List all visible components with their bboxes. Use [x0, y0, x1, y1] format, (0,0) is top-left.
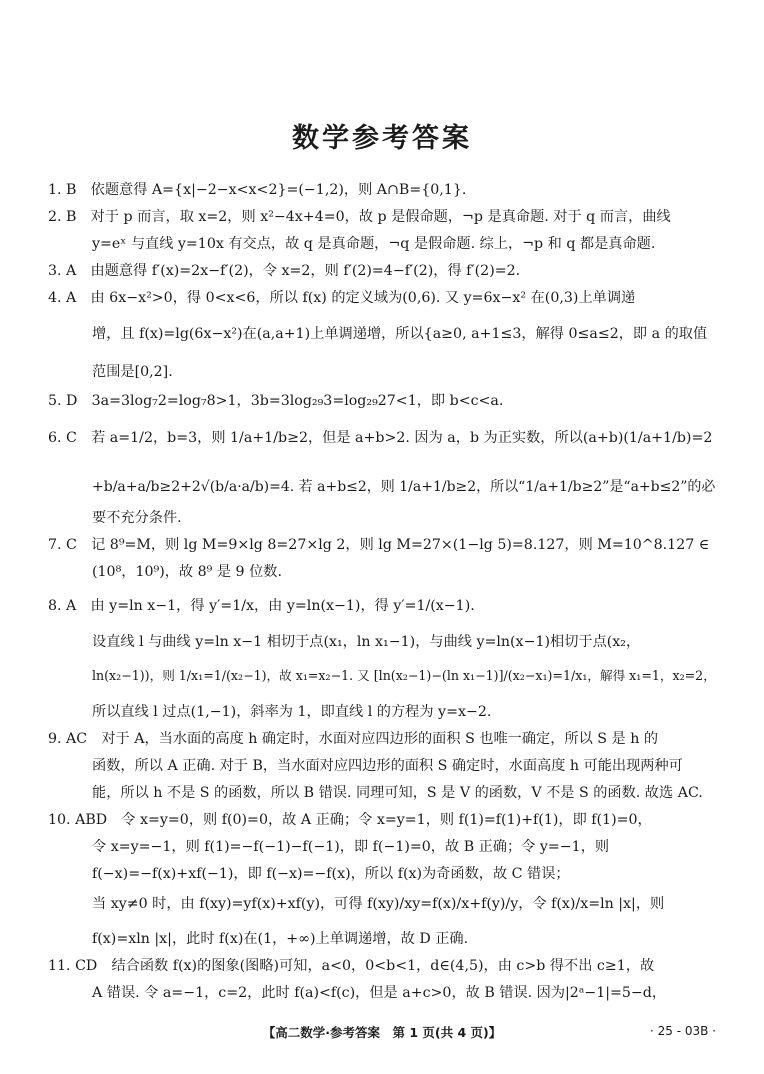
answer-line: A 错误. 令 a=−1，c=2，此时 f(a)<f(c)，但是 a+c>0，故 B 错误. 因为|2ᵃ−1|=5−d，	[92, 985, 667, 1001]
answer-line: 设直线 l 与曲线 y=ln x−1 相切于点(x₁，ln x₁−1)，与曲线 y=ln(x−1)相切于点(x₂，	[92, 634, 641, 650]
answer-line: 范围是[0,2].	[92, 364, 173, 380]
answer-line: ln(x₂−1))，则 1/x₁=1/(x₂−1)，故 x₁=x₂−1. 又 [ln(x₂−1)−(ln x₁−1)]/(x₂−x₁)=1/x₁，解得 x₁=1，x₂=2，	[92, 668, 716, 683]
answer-line: 7. C 记 8⁹=M，则 lg M=9×lg 8=27×lg 2，则 lg M=27×(1−lg 5)=8.127，则 M=10^8.127 ∈	[48, 537, 710, 553]
answer-line: 8. A 由 y=ln x−1，得 y′=1/x，由 y=ln(x−1)，得 y′=1/(x−1).	[48, 598, 475, 614]
answer-line: 10. ABD 令 x=y=0，则 f(0)=0，故 A 正确；令 x=y=1，则 f(1)=f(1)+f(1)，即 f(1)=0，	[48, 812, 652, 828]
footer-page-label: 【高二数学·参考答案 第 1 页(共 4 页)】	[262, 1025, 502, 1040]
page-footer	[0, 1023, 764, 1043]
answer-line: 增，且 f(x)=lg(6x−x²)在(a,a+1)上单调递增，所以{a≥0, a+1≤3，解得 0≤a≤2，即 a 的取值	[92, 326, 708, 342]
answer-line: y=eˣ 与直线 y=10x 有交点，故 q 是真命题，¬q 是假命题. 综上，¬p 和 q 都是真命题.	[92, 236, 656, 252]
answer-line: 6. C 若 a=1/2，b=3，则 1/a+1/b≥2，但是 a+b>2. 因为 a，b 为正实数，所以(a+b)(1/a+1/b)=2	[48, 430, 713, 446]
answer-line: 函数，所以 A 正确. 对于 B，当水面对应四边形的面积 S 确定时，水面高度 h 可能出现两种可	[92, 758, 683, 774]
answer-line: f(x)=xln |x|，此时 f(x)在(1，+∞)上单调递增，故 D 正确.	[92, 931, 469, 947]
answer-line: 1. B 依题意得 A={x|−2−x<x<2}=(−1,2)，则 A∩B={0,1}.	[48, 182, 467, 198]
answer-line: 所以直线 l 过点(1,−1)，斜率为 1，即直线 l 的方程为 y=x−2.	[92, 704, 492, 720]
answer-line: 令 x=y=−1，则 f(1)=−f(−1)−f(−1)，即 f(−1)=0，故 B 正确；令 y=−1，则	[92, 839, 610, 855]
page-title: 数学参考答案	[292, 123, 472, 154]
answer-line: 11. CD 结合函数 f(x)的图象(图略)可知，a<0，0<b<1，d∈(4,5)，由 c>b 得不出 c≥1，故	[48, 958, 655, 974]
answer-line: 2. B 对于 p 而言，取 x=2，则 x²−4x+4=0，故 p 是假命题，¬p 是真命题. 对于 q 而言，曲线	[48, 209, 671, 225]
answer-line: 9. AC 对于 A，当水面的高度 h 确定时，水面对应四边形的面积 S 也唯一确定，所以 S 是 h 的	[48, 731, 659, 747]
answer-line: 5. D 3a=3log₇2=log₇8>1，3b=3log₂₉3=log₂₉27<1，即 b<c<a.	[48, 393, 504, 409]
answer-line: 3. A 由题意得 f′(x)=2x−f′(2)，令 x=2，则 f′(2)=4−f′(2)，得 f′(2)=2.	[48, 263, 521, 279]
answer-line: 4. A 由 6x−x²>0，得 0<x<6，所以 f(x) 的定义域为(0,6). 又 y=6x−x² 在(0,3)上单调递	[48, 290, 636, 306]
answer-line: f(−x)=−f(x)+xf(−1)，即 f(−x)=−f(x)，所以 f(x)为奇函数，故 C 错误；	[92, 866, 570, 882]
footer-exam-code: · 25 - 03B ·	[650, 1024, 716, 1038]
answer-line: +b/a+a/b≥2+2√(b/a·a/b)=4. 若 a+b≤2，则 1/a+1/b≥2，所以“1/a+1/b≥2”是“a+b≤2”的必	[92, 479, 716, 495]
answer-line: 要不充分条件.	[92, 510, 182, 526]
answer-line: 能，所以 h 不是 S 的函数，所以 B 错误. 同理可知，S 是 V 的函数，V 不是 S 的函数. 故选 AC.	[92, 785, 703, 801]
answer-line: (10⁸，10⁹)，故 8⁹ 是 9 位数.	[92, 564, 282, 580]
answer-line: 当 xy≠0 时，由 f(xy)=yf(x)+xf(y)，可得 f(xy)/xy=f(x)/x+f(y)/y，令 f(x)/x=ln |x|，则	[92, 896, 665, 912]
